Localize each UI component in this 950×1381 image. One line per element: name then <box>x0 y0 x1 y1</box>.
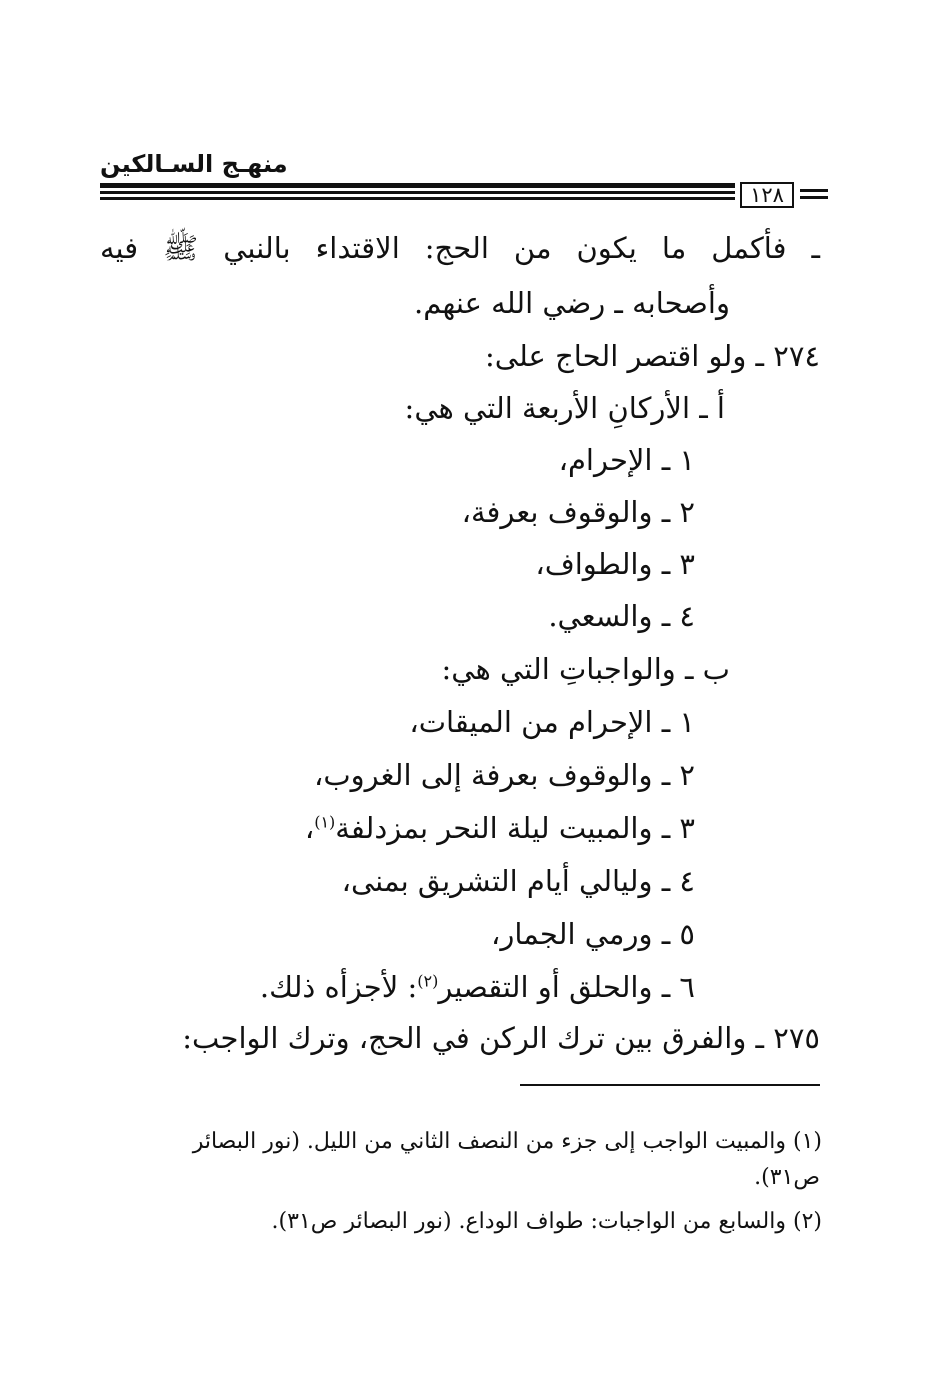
list-item: ٣ ـ والطواف، <box>535 547 695 581</box>
book-title: منهـج السـالكين <box>100 150 288 178</box>
paragraph-line: وأصحابه ـ رضي الله عنهم. <box>413 286 730 320</box>
list-item <box>305 808 695 848</box>
list-item-text: ٣ ـ والمبيت ليلة النحر بمزدلفة <box>335 811 695 845</box>
list-item-tail: : لأجزأه ذلك. <box>259 970 418 1004</box>
list-item: ١ ـ الإحرام، <box>558 443 695 477</box>
header-rule <box>100 183 735 188</box>
list-item: ٥ ـ ورمي الجمار، <box>490 917 695 951</box>
item-274: ٢٧٤ ـ ولو اقتصر الحاج على: <box>485 339 820 373</box>
list-item: ٤ ـ والسعي. <box>548 599 695 633</box>
header-rule <box>800 196 828 199</box>
header-rule <box>100 191 735 194</box>
list-item: ٢ ـ والوقوف بعرفة، <box>461 495 695 529</box>
section-b-heading: ب ـ والواجباتِ التي هي: <box>441 652 730 686</box>
paragraph-line: ـ فأكمل ما يكون من الحج: الاقتداء بالنبي ﷺ فيه <box>100 231 820 265</box>
footnote-1-continuation: ص٣١). <box>754 1165 820 1190</box>
section-a-heading: أ ـ الأركانِ الأربعة التي هي: <box>404 391 725 425</box>
footnote-separator <box>520 1084 820 1086</box>
footnote-1: (١) والمبيت الواجب إلى جزء من النصف الثاني من الليل. (نور البصائر <box>192 1129 822 1154</box>
list-item <box>260 967 695 1007</box>
item-275: ٢٧٥ ـ والفرق بين ترك الركن في الحج، وترك الواجب: <box>182 1021 820 1055</box>
list-item: ٤ ـ وليالي أيام التشريق بمنى، <box>341 864 695 898</box>
list-item-punct: ، <box>304 811 315 845</box>
list-item: ٢ ـ والوقوف بعرفة إلى الغروب، <box>313 758 695 792</box>
header-rule <box>800 189 828 192</box>
page-number: ١٢٨ <box>740 182 794 208</box>
footnote-2: (٢) والسابع من الواجبات: طواف الوداع. (نور البصائر ص٣١). <box>271 1209 822 1234</box>
list-item: ١ ـ الإحرام من الميقات، <box>409 705 695 739</box>
footnote-ref: (٢) <box>417 971 439 991</box>
list-item-text: ٦ ـ والحلق أو التقصير <box>438 970 695 1004</box>
footnote-ref: (١) <box>314 812 336 832</box>
header-rule <box>100 197 735 200</box>
